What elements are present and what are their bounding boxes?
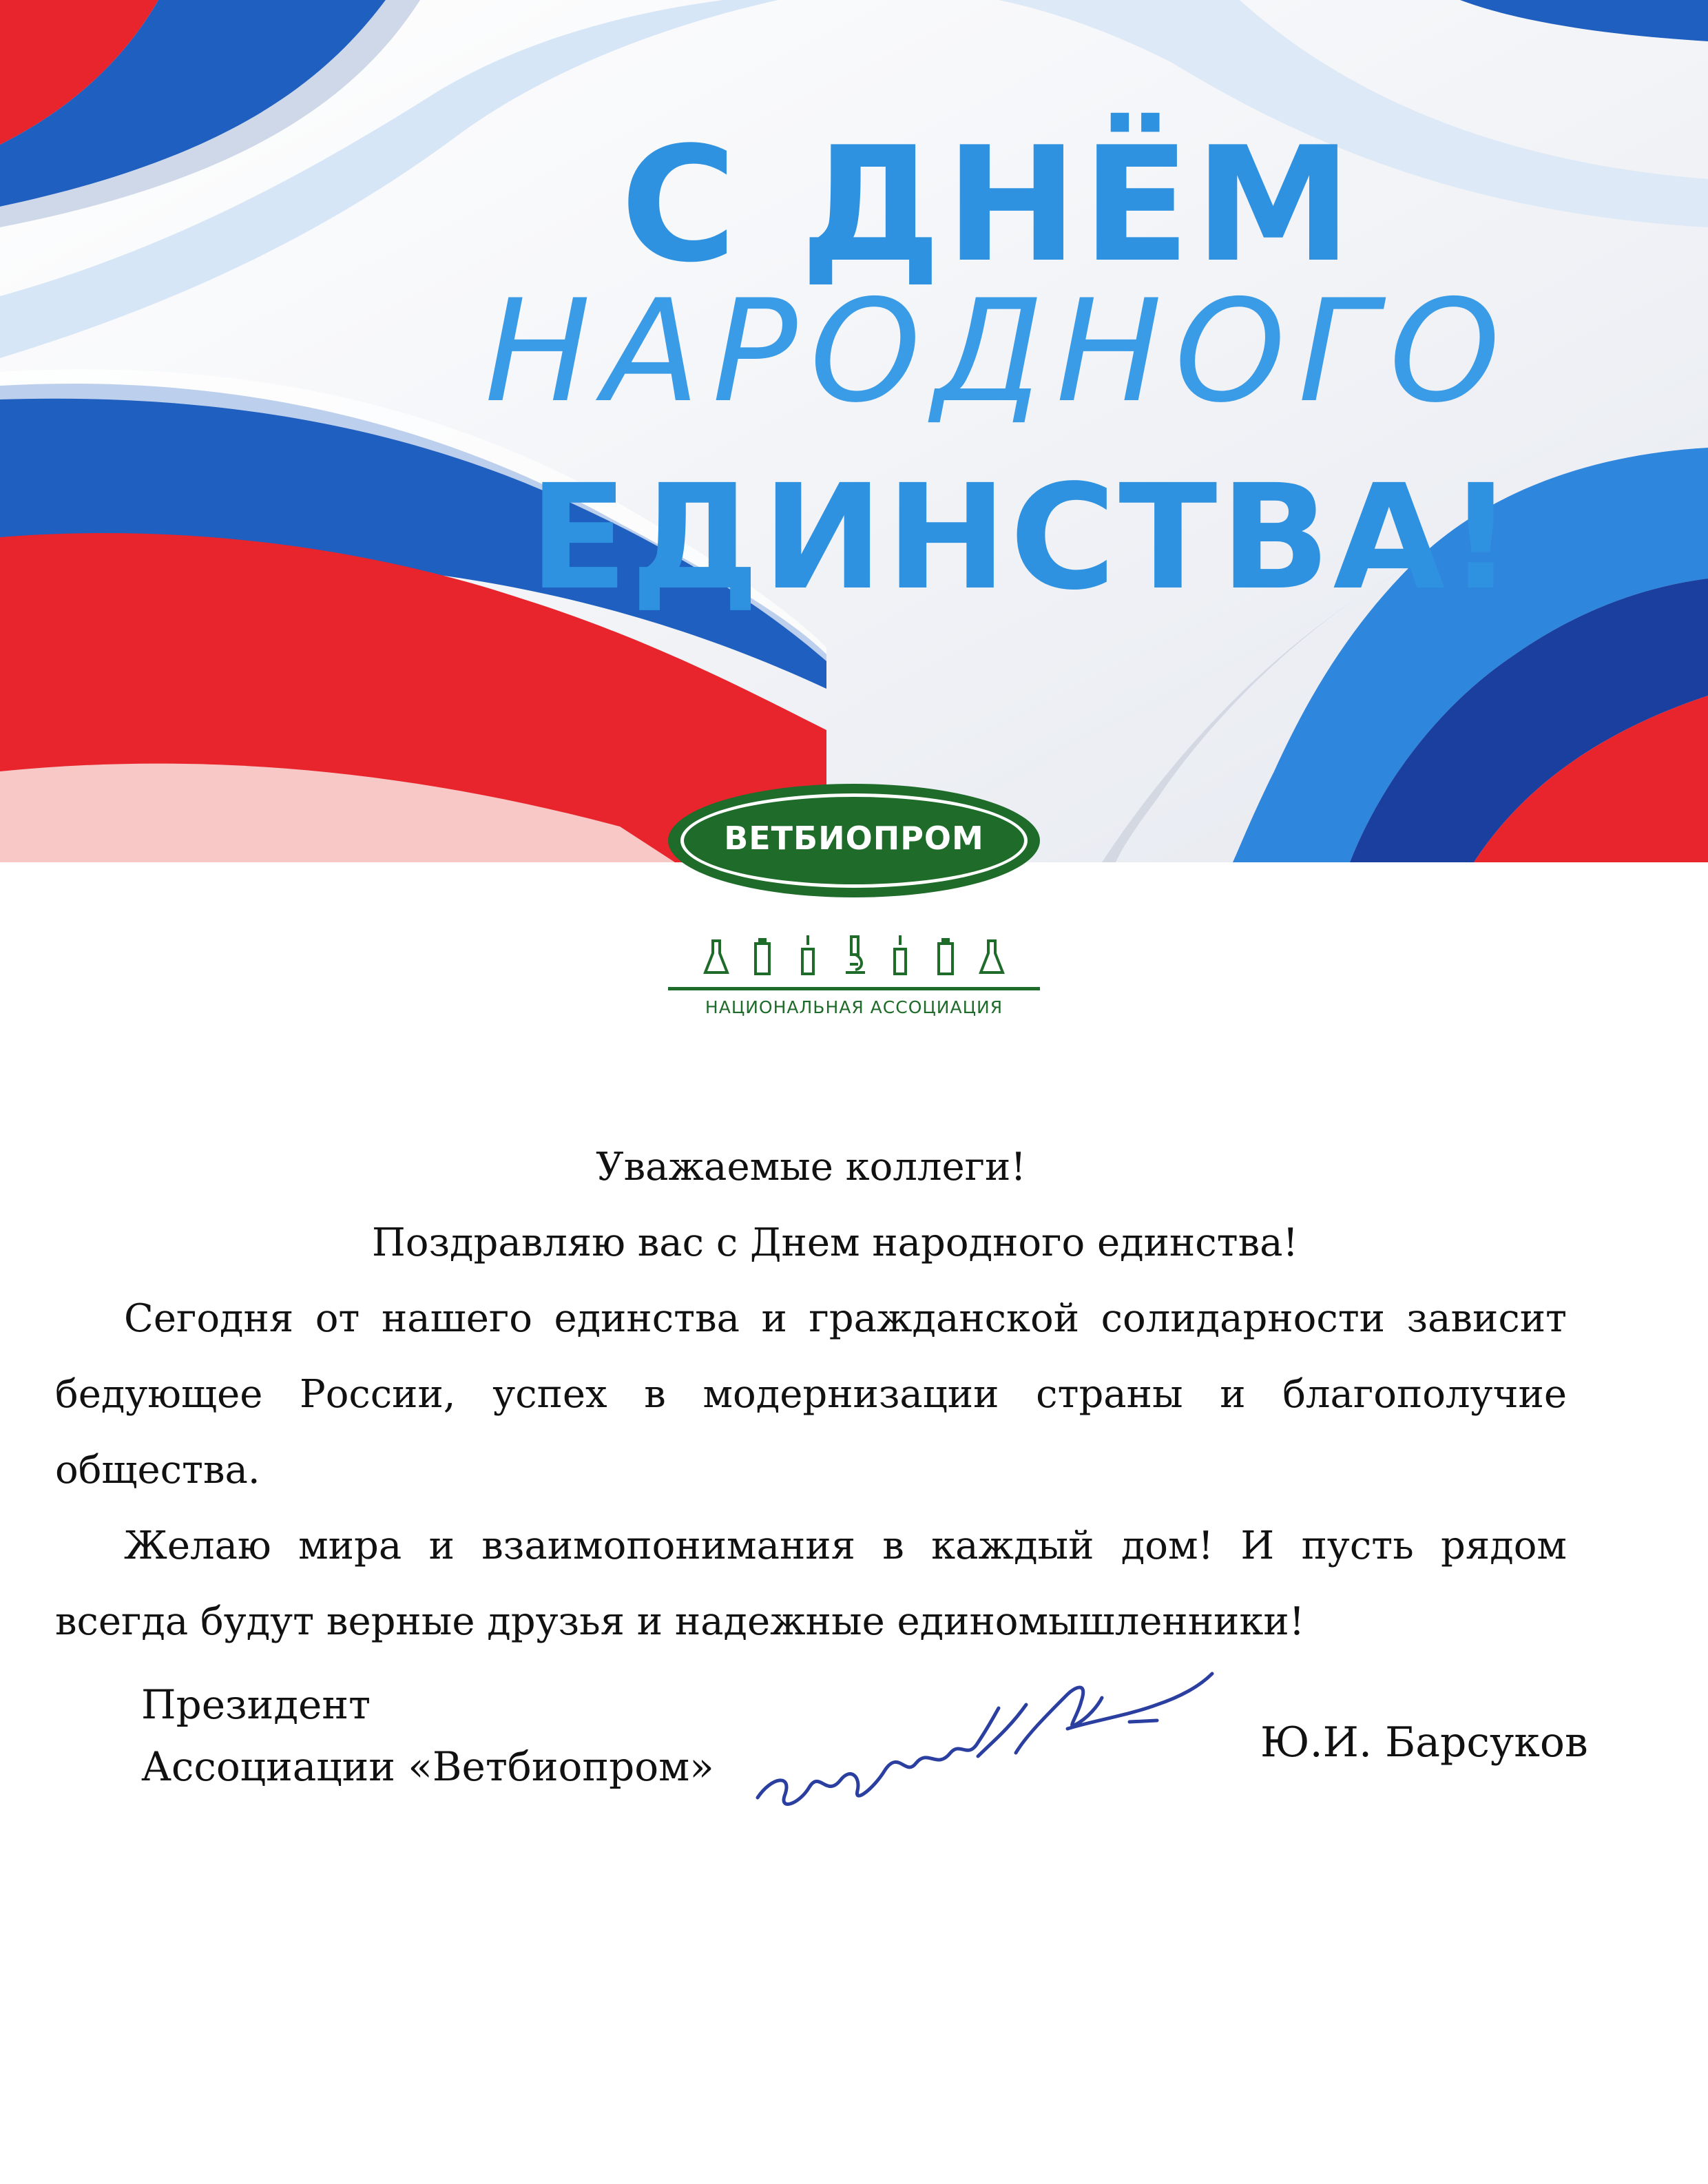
ampoule-icon bbox=[886, 934, 914, 977]
banner-title-line-2: НАРОДНОГО bbox=[484, 270, 1513, 434]
vial-icon bbox=[932, 934, 959, 977]
banner-title-line-3: ЕДИНСТВА! bbox=[529, 453, 1517, 622]
banner-title-line-1: С ДНЁМ bbox=[620, 114, 1357, 298]
flask-icon bbox=[978, 934, 1006, 977]
signer-title bbox=[141, 1674, 714, 1798]
signer-title-line: Президент bbox=[141, 1681, 371, 1728]
greeting: Поздравляю вас с Днем народного единства! bbox=[371, 1220, 1299, 1265]
logo-divider bbox=[668, 987, 1040, 990]
letter-body bbox=[55, 1130, 1567, 1660]
signer-title-line: Ассоциации «Ветбиопром» bbox=[141, 1743, 714, 1790]
salutation: Уважаемые коллеги! bbox=[596, 1145, 1026, 1189]
logo-tagline: НАЦИОНАЛЬНАЯ АССОЦИАЦИЯ bbox=[705, 997, 1003, 1017]
logo-lab-icons bbox=[702, 928, 1006, 977]
flask-icon bbox=[702, 934, 730, 977]
vial-icon bbox=[749, 934, 776, 977]
logo-oval bbox=[668, 784, 1040, 897]
paragraph: Желаю мира и взаимопонимания в каждый дом! И пусть рядом всегда будут верные друзья и надежные единомышленники! bbox=[55, 1523, 1567, 1644]
ampoule-icon bbox=[794, 934, 822, 977]
handwritten-signature bbox=[744, 1639, 1226, 1846]
logo-name: ВЕТБИОПРОМ bbox=[724, 820, 984, 857]
microscope-icon bbox=[840, 934, 868, 977]
paragraph: Сегодня от нашего единства и гражданской солидарности зависит бедующее России, успех в модернизации страны и благополучие общества. bbox=[55, 1296, 1567, 1493]
signature-block bbox=[0, 1639, 1708, 1860]
signer-name: Ю.И. Барсуков bbox=[1260, 1718, 1588, 1767]
holiday-banner bbox=[0, 0, 1708, 862]
vetbioprom-logo bbox=[661, 784, 1047, 1039]
